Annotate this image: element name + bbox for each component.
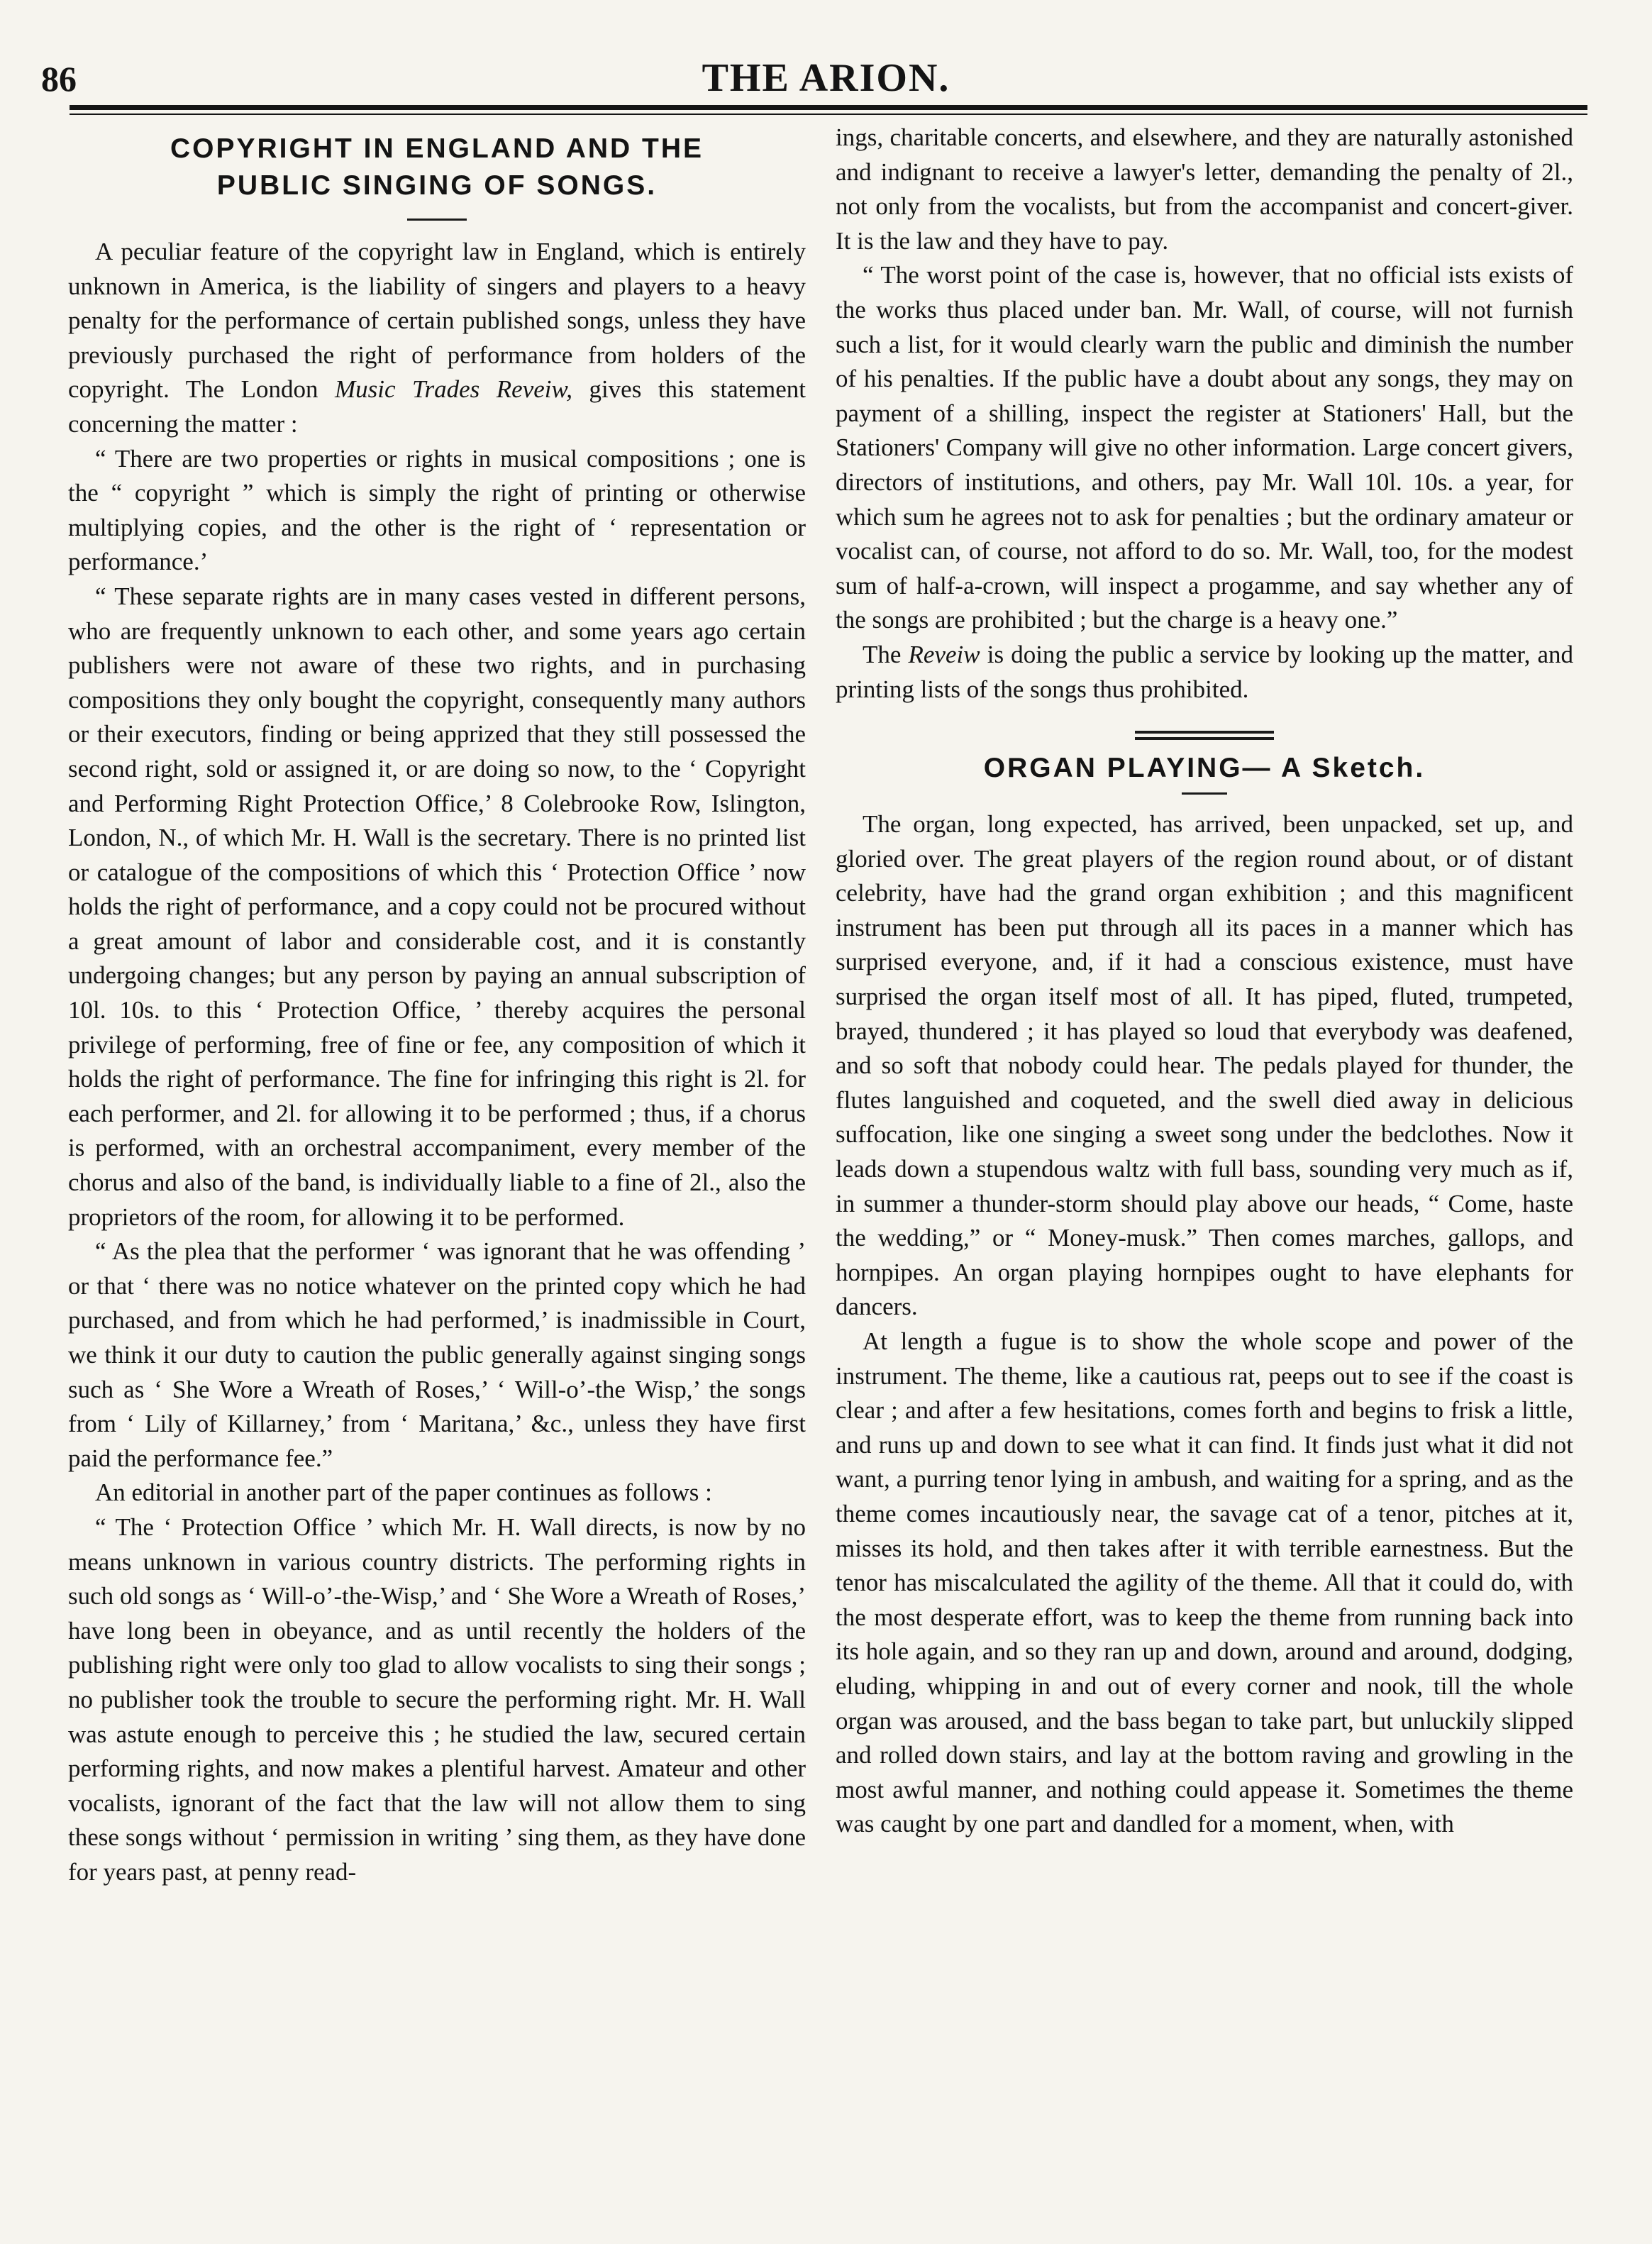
header-rule-thin: [70, 114, 1587, 115]
paragraph-text: gives this statement concerning the matter :: [68, 375, 806, 438]
article-title-line1: COPYRIGHT IN ENGLAND AND THE: [170, 133, 704, 164]
paragraph: At length a fugue is to show the whole scope and power of the instrument. The theme, like a cautious rat, peeps out to see if the coast is clear ; and after a few hesitations, comes forth and begins to frisk a little, and runs up and down to see what it can find. It finds just what it did not want, a purring tenor lying in ambush, and waiting for a spring, and as the theme comes incautiously near, the savage cat of a tenor, pitches at it, misses its hold, and then takes after it with terrible earnestness. But the tenor has miscalculated the agility of the theme. All that it could do, with the most desperate effort, was to keep the theme from running back into its hole again, and so they ran up and down, around and around, dodging, eluding, whipping in and out of every corner and nook, till the whole organ was aroused, and the bass began to take part, but unluckily slipped and rolled down stairs, and lay at the bottom raving and growling in the most awful manner, and nothing could appease it. Sometimes the theme was caught by one part and dandled for a moment, when, with: [836, 1327, 1573, 1838]
source-publication: Reveiw: [908, 640, 980, 668]
paragraph: [836, 638, 1573, 707]
article-title: [68, 131, 806, 204]
header-rule: [70, 105, 1587, 110]
paragraph: [68, 235, 806, 442]
article-title-line2: PUBLIC SINGING OF SONGS.: [216, 170, 658, 201]
right-column: [836, 121, 1573, 2221]
title-separator: [407, 219, 467, 221]
section-divider: [1135, 731, 1274, 740]
paragraph-text: is doing the public a service by looking up the matter, and printing lists of the songs thus prohibited.: [836, 640, 1573, 703]
title-separator: [1182, 792, 1227, 795]
paragraph: “ The ‘ Protection Office ’ which Mr. H. Wall directs, is now by no means unknown in various country districts. The performing rights in such old songs as ‘ Will-o’-the-Wisp,’ and ‘ She Wore a Wreath of Roses,’ have long been in obeyance, and as until recently the holders of the publishing right were only too glad to allow vocalists to sing their songs ; no publisher took the trouble to secure the performing right. Mr. H. Wall was astute enough to perceive this ; he studied the law, secured certain performing rights, and now makes a plentiful harvest. Amateur and other vocalists, ignorant of the fact that the law will not allow them to sing these songs without ‘ permission in writing ’ sing them, as they have done for years past, at penny read-: [68, 1513, 806, 1886]
article-title: ORGAN PLAYING— A Sketch.: [983, 753, 1426, 784]
paragraph: “ As the plea that the performer ‘ was ignorant that he was offending ’ or that ‘ there was no notice whatever on the printed copy which he had purchased, and from which he had performed,’ is inadmissible in Court, we think it our duty to caution the public generally against singing songs such as ‘ She Wore a Wreath of Roses,’ ‘ Will-o’-the Wisp,’ the songs from ‘ Lily of Killarney,’ from ‘ Maritana,’ &c., unless they have first paid the performance fee.”: [68, 1237, 806, 1472]
paragraph-text: A peculiar feature of the copyright law in England, which is entirely unknown in America, is the liability of singers and players to a heavy penalty for the performance of certain published songs, unless they have previously purchased the right of performance from holders of the copyright. The London: [68, 238, 806, 404]
journal-title: THE ARION.: [702, 56, 950, 100]
page-number: 86: [41, 59, 77, 99]
paragraph: “ The worst point of the case is, however, that no official ists exists of the works thus placed under ban. Mr. Wall, of course, will not furnish such a list, for it would clearly warn the public and diminish the number of his penalties. If the public have a doubt about any songs, they may on payment of a shilling, inspect the register at Stationers' Hall, but the Stationers' Company will give no other information. Large concert givers, directors of institutions, and others, pay Mr. Wall 10l. 10s. a year, for which sum he agrees not to ask for penalties ; but the ordinary amateur or vocalist can, of course, not afford to do so. Mr. Wall, too, for the modest sum of half-a-crown, will inspect a progamme, and say whether any of the songs are prohibited ; but the charge is a heavy one.”: [836, 261, 1573, 634]
source-publication: Music Trades Reveiw,: [334, 375, 572, 404]
paragraph-text: The: [863, 640, 909, 668]
paragraph-continuation: ings, charitable concerts, and elsewhere, and they are naturally astonished and indignant to receive a lawyer's letter, demanding the penalty of 2l., not only from the vocalists, but from the accompanist and concert-giver. It is the law and they have to pay.: [836, 123, 1573, 255]
paragraph: An editorial in another part of the paper continues as follows :: [95, 1479, 712, 1507]
paragraph: The organ, long expected, has arrived, been unpacked, set up, and gloried over. The great players of the region round about, or of distant celebrity, have had the grand organ exhibition ; and this magnificent instrument has been put through all its paces in a manner which has surprised everyone, and, if it had a conscious existence, must have surprised the organ itself most of all. It has piped, fluted, trumpeted, brayed, thundered ; it has played so loud that everybody was deafened, and so soft that nobody could hear. The pedals played for thunder, the flutes languished and coqueted, and the swell died away in delicious suffocation, like one singing a sweet song under the bedclothes. Now it leads down a stupendous waltz with full bass, sounding very much as if, in summer a thunder-storm should play above our heads, “ Come, haste the wedding,” or “ Money-musk.” Then comes marches, gallops, and hornpipes. An organ playing hornpipes ought to have elephants for dancers.: [836, 810, 1573, 1321]
paragraph: “ There are two properties or rights in musical compositions ; one is the “ copyright ” which is simply the right of printing or otherwise multiplying copies, and the other is the right of ‘ representation or performance.’: [68, 444, 806, 576]
paragraph: “ These separate rights are in many cases vested in different persons, who are frequently unknown to each other, and some years ago certain publishers were not aware of these two rights, and in purchasing compositions they only bought the copyright, consequently many authors or their executors, finding or being apprized that they still possessed the second right, sold or assigned it, or are doing so now, to the ‘ Copyright and Performing Right Protection Office,’ 8 Colebrooke Row, Islington, London, N., of which Mr. H. Wall is the secretary. There is no printed list or catalogue of the compositions of which this ‘ Protection Office ’ now holds the right of performance, and a copy could not be procured without a great amount of labor and considerable cost, and it is constantly undergoing changes; but any person by paying an annual subscription of 10l. 10s. to this ‘ Protection Office, ’ thereby acquires the personal privilege of performing, free of fine or fee, any composition of which it holds the right of performance. The fine for infringing this right is 2l. for each performer, and 2l. for allowing it to be performed ; thus, if a chorus is performed, with an orchestral accompaniment, every member of the chorus and also of the band, is individually liable to a fine of 2l., also the proprietors of the room, for allowing it to be performed.: [68, 582, 806, 1231]
left-column: [68, 121, 806, 2221]
